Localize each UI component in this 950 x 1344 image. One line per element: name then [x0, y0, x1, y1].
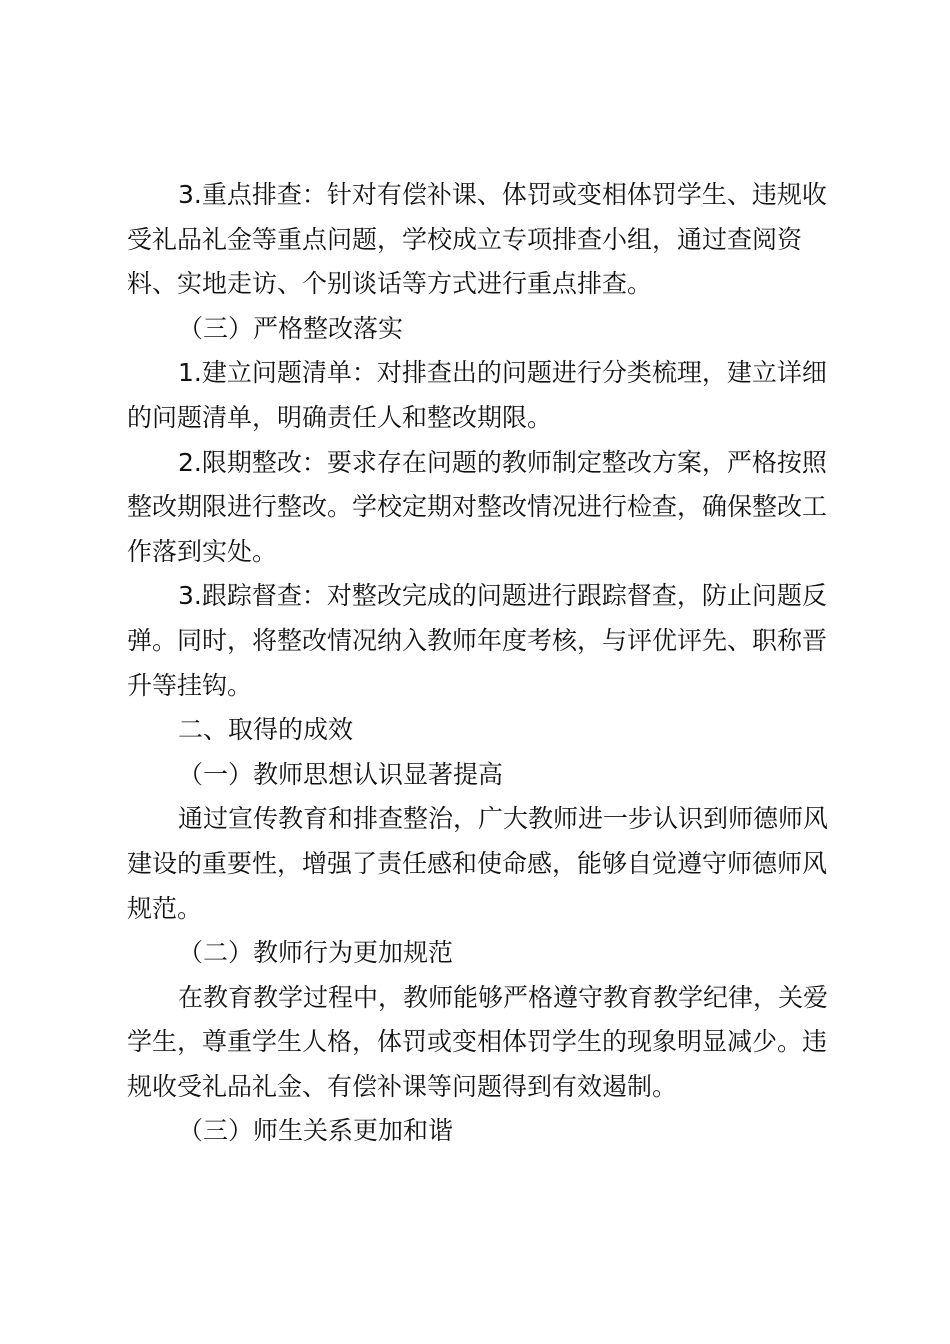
paragraph-follow-up-supervision: 3.跟踪督查：对整改完成的问题进行跟踪督查，防止问题反弹。同时，将整改情况纳入教师年度考核，与评优评先、职称晋升等挂钩。	[127, 581, 828, 700]
paragraph-awareness-improved: 通过宣传教育和排查整治，广大教师进一步认识到师德师风建设的重要性，增强了责任感和使命感，能够自觉遵守师德师风规范。	[127, 804, 829, 923]
heading-awareness-improved: （一）教师思想认识显著提高	[178, 759, 504, 789]
paragraph-problem-list: 1.建立问题清单：对排查出的问题进行分类梳理，建立详细的问题清单，明确责任人和整改期限。	[127, 358, 827, 432]
paragraph-deadline-rectification: 2.限期整改：要求存在问题的教师制定整改方案，严格按照整改期限进行整改。学校定期对整改情况进行检查，确保整改工作落到实处。	[127, 447, 828, 566]
document-body	[127, 173, 847, 1154]
heading-achievements: 二、取得的成效	[178, 715, 354, 745]
paragraph-behavior-standardized: 在教育教学过程中，教师能够严格遵守教育教学纪律，关爱学生，尊重学生人格，体罚或变相体罚学生的现象明显减少。违规收受礼品礼金、有偿补课等问题得到有效遏制。	[127, 982, 829, 1101]
heading-relationship-harmonious: （三）师生关系更加和谐	[178, 1116, 454, 1146]
heading-strict-rectification: （三）严格整改落实	[178, 313, 404, 343]
heading-behavior-standardized: （二）教师行为更加规范	[178, 938, 454, 968]
paragraph-key-investigation: 3.重点排查：针对有偿补课、体罚或变相体罚学生、违规收受礼品礼金等重点问题，学校成立专项排查小组，通过查阅资料、实地走访、个别谈话等方式进行重点排查。	[127, 180, 827, 299]
